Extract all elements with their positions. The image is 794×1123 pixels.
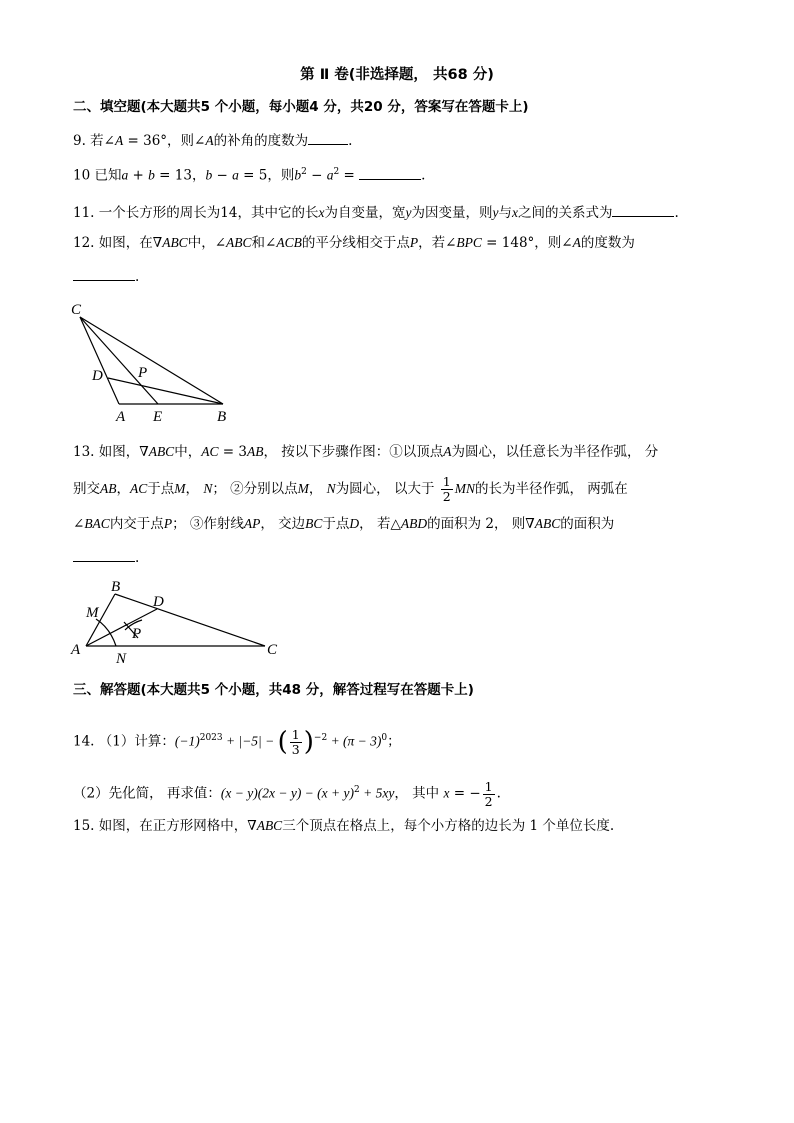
q10-text-1: 10 已知 xyxy=(73,167,122,184)
fig12-label-b: B xyxy=(217,409,227,425)
q14-frac-den: 2 xyxy=(484,793,493,809)
q13-point: N xyxy=(203,481,213,496)
q14-fraction-third xyxy=(290,728,302,757)
q13-point: D xyxy=(349,516,360,531)
q13-text: ， xyxy=(185,481,204,497)
q13-text: ， xyxy=(116,481,130,497)
q13-triangle: ABD xyxy=(400,516,428,531)
q13-text: = 3 xyxy=(218,444,247,460)
q10-var: a xyxy=(326,167,334,183)
fig13-label-p: P xyxy=(132,626,142,642)
q12-answer-blank[interactable] xyxy=(73,266,135,281)
q13-point: N xyxy=(326,481,336,496)
q14-exponent: 2023 xyxy=(199,733,223,743)
q12-text-5: ，若∠ xyxy=(418,235,457,251)
q11-var-x: x xyxy=(318,205,325,220)
q9-text-1: 9. 若∠ xyxy=(73,133,115,149)
q13-point: A xyxy=(443,444,452,459)
q13-text: ； ②分别以点 xyxy=(212,481,298,497)
q10-period: . xyxy=(421,167,426,184)
q10-var: b xyxy=(294,167,302,183)
q13-frac-den: 2 xyxy=(442,489,451,504)
paper-title: 第 Ⅱ 卷(非选择题， 共68 分) xyxy=(300,67,494,83)
q11-var-y: y xyxy=(492,205,499,220)
q13-point: M xyxy=(297,481,309,496)
q13-text: 中， xyxy=(174,444,202,460)
q13-seg: AB xyxy=(100,481,117,496)
section-3-header: 三、解答题(本大题共5 个小题，共48 分，解答过程写在答题卡上) xyxy=(73,682,474,698)
fig12-segment-bd xyxy=(108,378,223,404)
q13-text: 别交 xyxy=(73,481,100,497)
q13-frac-num: 1 xyxy=(442,474,451,489)
fig13-label-b: B xyxy=(111,579,121,595)
q9-period: . xyxy=(348,133,353,149)
q14-expression: (x − y)(2x − y) − (x + y) xyxy=(220,785,355,801)
question-13-line-1 xyxy=(73,443,658,461)
q10-op: + xyxy=(128,167,149,184)
question-15 xyxy=(73,817,614,835)
fig13-label-c: C xyxy=(267,642,278,658)
question-13-answer-line xyxy=(73,547,139,567)
q10-var: a xyxy=(232,167,239,183)
question-9 xyxy=(73,130,352,150)
q14-semicolon: ； xyxy=(387,733,401,750)
q12-text-3: 和∠ xyxy=(251,235,277,251)
fig12-segment-ce xyxy=(80,317,158,404)
q14-term: + (π − 3) xyxy=(327,733,382,749)
q11-var-x: x xyxy=(511,205,518,220)
q9-text-3: 的补角的度数为 xyxy=(213,133,309,149)
q9-answer-blank[interactable] xyxy=(308,130,348,145)
q13-text: ∠ xyxy=(73,516,85,532)
fig13-label-n: N xyxy=(116,651,127,667)
q13-text: 的面积为 xyxy=(560,516,615,532)
figure-12-triangle xyxy=(66,296,236,426)
q14-exponent: 2 xyxy=(354,785,360,795)
q13-text: 的长为半径作弧， 两弧在 xyxy=(474,481,628,497)
q13-triangle: ∇ABC xyxy=(139,444,175,459)
q10-text-3: = 5，则 xyxy=(238,167,295,184)
q13-text: ， 若△ xyxy=(359,516,401,532)
q12-text-6: = 148°，则∠ xyxy=(481,235,573,251)
q13-answer-blank[interactable] xyxy=(73,547,135,562)
q14-equals: = − xyxy=(449,785,481,802)
q13-seg: AC xyxy=(130,481,148,496)
q12-point-p: P xyxy=(409,235,419,250)
q11-text-4: 与 xyxy=(498,205,512,221)
question-11 xyxy=(73,202,679,222)
q15-triangle: ∇ABC xyxy=(247,818,283,833)
q13-text: 于点 xyxy=(322,516,350,532)
q12-triangle: ∇ABC xyxy=(152,235,188,250)
q13-fraction-half xyxy=(441,475,453,504)
q10-op: − xyxy=(212,167,233,184)
question-12 xyxy=(73,234,635,252)
question-14-part-2 xyxy=(73,772,501,812)
q12-angle: ABC xyxy=(226,235,252,250)
q14-frac-num: 1 xyxy=(484,778,493,794)
q10-answer-blank[interactable] xyxy=(359,165,421,180)
q12-period: . xyxy=(135,269,140,285)
q12-text-4: 的平分线相交于点 xyxy=(301,235,410,251)
fig13-label-d: D xyxy=(153,594,164,610)
q13-text: 内交于点 xyxy=(109,516,164,532)
q15-text: 三个顶点在格点上，每个小方格的边长为 1 个单位长度. xyxy=(282,818,615,834)
q13-seg: AB xyxy=(246,444,264,459)
q13-point: M xyxy=(174,481,186,496)
q14-expression: + 5xy xyxy=(359,785,395,801)
fig12-segment-cb xyxy=(80,317,223,404)
section-2-header: 二、填空题(本大题共5 个小题，每小题4 分，共20 分，答案写在答题卡上) xyxy=(73,99,529,115)
fig12-label-e: E xyxy=(153,409,163,425)
fig12-label-a: A xyxy=(116,409,126,425)
q13-seg: MN xyxy=(454,481,475,496)
q13-seg: AC xyxy=(201,444,219,459)
q13-text: ； ③作射线 xyxy=(172,516,244,532)
q13-text: 的面积为 2， 则 xyxy=(427,516,526,532)
q11-answer-blank[interactable] xyxy=(612,202,674,217)
q13-text: 为圆心，以任意长为半径作弧， 分 xyxy=(451,444,659,460)
figure-13-triangle xyxy=(66,576,296,668)
fig12-label-p: P xyxy=(138,365,148,381)
q10-var: b xyxy=(148,167,155,183)
q10-op: − xyxy=(306,167,327,184)
question-10: 10 已知a + b = 13，b − a = 5，则$b^2 - a^2$ = . xyxy=(73,163,425,185)
q14-exponent: 0 xyxy=(381,733,388,743)
q11-text-1: 11. 一个长方形的周长为14，其中它的长 xyxy=(73,205,319,221)
fig13-label-a: A xyxy=(71,642,81,658)
q13-text: ， 按以下步骤作图：①以顶点 xyxy=(263,444,444,460)
q11-text-3: 为因变量，则 xyxy=(411,205,493,221)
fig12-segment-ca xyxy=(80,317,119,404)
question-14-part-1: 14. （1）计算：$(-1)^{2023} + |-5|$ − ( $\frac{1}{3}$ )$^{-2} + (\pi - 3)^0$； xyxy=(73,726,401,757)
q11-period: . xyxy=(674,205,679,221)
q13-text: 于点 xyxy=(147,481,175,497)
q10-var: b xyxy=(205,167,213,183)
question-12-answer-line xyxy=(73,266,139,286)
q14-term: + |−5| − xyxy=(222,733,278,749)
q12-angle: ACB xyxy=(276,235,302,250)
q14-var-x: x xyxy=(443,785,450,801)
q14-text: 14. （1）计算： xyxy=(73,733,175,750)
q13-text: ， xyxy=(308,481,327,497)
q13-point: P xyxy=(163,516,173,531)
q14-frac-den: 3 xyxy=(291,741,300,757)
q14-text: （2）先化简， 再求值： xyxy=(73,785,221,802)
q12-angle: A xyxy=(572,235,581,250)
q11-var-y: y xyxy=(405,205,412,220)
q13-text: ， 交边 xyxy=(260,516,306,532)
q10-var: a xyxy=(121,167,129,183)
fig12-label-c: C xyxy=(71,302,82,318)
q11-text-2: 为自变量，宽 xyxy=(324,205,406,221)
fig13-label-m: M xyxy=(86,605,99,621)
q13-angle: BAC xyxy=(84,516,110,531)
q9-text-2: = 36°，则∠ xyxy=(123,133,206,149)
q14-frac-num: 1 xyxy=(291,726,300,742)
q10-text-2: = 13， xyxy=(154,167,206,184)
q15-text: 15. 如图，在正方形网格中， xyxy=(73,818,248,834)
q14-term: (−1) xyxy=(174,733,200,749)
q12-text-7: 的度数为 xyxy=(580,235,635,251)
q13-ray: AP xyxy=(243,516,261,531)
q14-fraction-half xyxy=(483,780,495,809)
q13-text: 为圆心， 以大于 xyxy=(335,481,439,497)
question-13-line-3 xyxy=(73,515,614,533)
q12-angle: BPC xyxy=(456,235,482,250)
q9-var-a-2: A xyxy=(205,133,214,148)
q14-exponent: −2 xyxy=(313,733,328,743)
q13-triangle: ∇ABC xyxy=(525,516,561,531)
question-13-line-2 xyxy=(73,472,628,506)
q14-period: . xyxy=(496,785,501,802)
q10-equals: = xyxy=(339,167,360,184)
q12-text-2: 中，∠ xyxy=(187,235,227,251)
fig12-label-d: D xyxy=(92,368,103,384)
q11-text-5: 之间的关系式为 xyxy=(517,205,613,221)
q13-period: . xyxy=(135,550,140,566)
q9-var-a: A xyxy=(114,133,124,148)
q12-text-1: 12. 如图，在 xyxy=(73,235,153,251)
q14-text: ， 其中 xyxy=(394,785,444,802)
q13-seg: BC xyxy=(305,516,323,531)
q13-text: 13. 如图， xyxy=(73,444,140,460)
